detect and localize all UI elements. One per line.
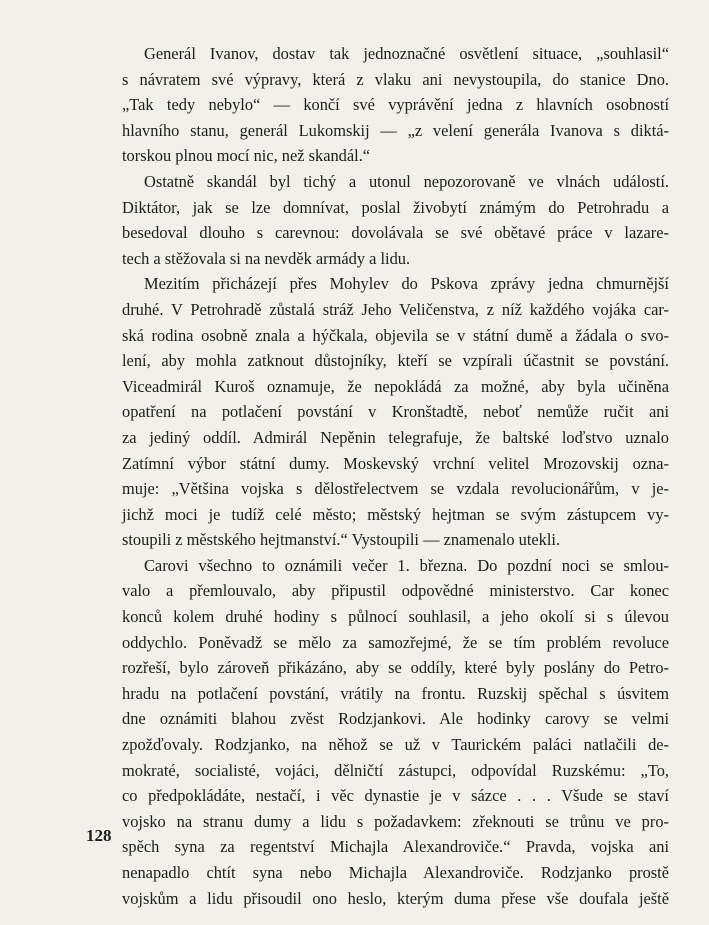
text-line: valo a přemlouvalo, aby připustil odpovědné ministerstvo. Car konec [122,581,669,601]
page-number: 128 [86,826,112,845]
text-line: s návratem své výpravy, která z vlaku ani nevystoupila, do stanice Dno. [122,69,669,89]
text-line: konců kolem druhé hodiny s půlnocí souhlasil, a jeho okolí si s úlevou [122,607,669,627]
text-line: zpožďovaly. Rodzjanko, na něhož se už v Taurickém paláci natlačili de- [122,735,669,755]
text-line: Viceadmirál Kuroš oznamuje, že nepokládá za možné, aby byla učiněna [122,376,669,396]
text-line: rozřeší, bylo zároveň přikázáno, aby se oddíly, které byly poslány do Petro- [122,658,669,678]
text-line: Zatímní výbor státní dumy. Moskevský vrchní velitel Mrozovskij ozna- [122,453,669,473]
text-line: „Tak tedy nebylo“ — končí své vyprávění jedna z hlavních osobností [122,95,669,115]
paragraph-2 [122,169,669,271]
text-line: jichž moci je tudíž celé město; městský hejtman se svým zástupcem vy- [122,504,669,524]
text-line: Ostatně skandál byl tichý a utonul nepozorovaně ve vlnách událostí. [144,171,669,191]
text-line: Diktátor, jak se lze domnívat, poslal živobytí známým do Petrohradu a [122,197,669,217]
text-line: opatření na potlačení povstání v Kronštadtě, neboť nemůže ručit ani [122,402,669,422]
text-line: hlavního stanu, generál Lukomskij — „z velení generála Ivanova s diktá- [122,120,669,140]
paragraph-3 [122,271,669,553]
text-line: oddychlo. Poněvadž se mělo za samozřejmé, že se tím problém revoluce [122,632,669,652]
text-line: spěch syna za regentství Michajla Alexandroviče.“ Pravda, vojska ani [122,837,669,857]
text-line: torskou plnou mocí nic, než skandál.“ [122,146,371,166]
text-line: stoupili z městského hejtmanství.“ Vystoupili — znamenalo utekli. [122,530,561,550]
text-line: co předpokládáte, nestačí, i věc dynastie je v sázce . . . Všude se staví [122,786,669,806]
paragraph-4 [122,553,669,911]
text-line: dne oznámiti blahou zvěst Rodzjankovi. Ale hodinky carovy se velmi [122,709,669,729]
paragraph-1 [122,41,669,169]
text-line: tech a stěžovala si na nevděk armády a lidu. [122,248,411,268]
text-line: lení, aby mohla zatknout důstojníky, kteří se vzpírali účastnit se povstání. [122,351,669,371]
text-line: za jediný oddíl. Admirál Nepěnin telegrafuje, že baltské loďstvo uznalo [122,427,669,447]
text-line: muje: „Většina vojska s dělostřelectvem se vzdala revolucionářům, v je- [122,479,669,499]
text-line: Mezitím přicházejí přes Mohylev do Pskova zprávy jedna chmurnější [144,274,669,294]
body-text [122,41,669,911]
text-line: ská rodina osobně znala a hýčkala, objevila se v státní dumě a žádala o svo- [122,325,669,345]
text-line: druhé. V Petrohradě zůstalá stráž Jeho Veličenstva, z níž každého vojáka car- [122,299,669,319]
text-line: nenapadlo chtít syna nebo Michajla Alexandroviče. Rodzjanko prostě [122,863,669,882]
text-line: besedoval dlouho s carevnou: dovolávala se své obětavé práce v lazare- [122,223,669,243]
text-line: hradu na potlačení povstání, vrátily na frontu. Ruzskij spěchal s úsvitem [122,683,669,703]
text-line: vojsko na stranu dumy a lidu s požadavkem: zřeknouti se trůnu ve pro- [122,811,669,831]
text-line: vojskům a lidu přisoudil ono heslo, kterým duma přese vše doufala ještě [122,888,669,908]
text-line: mokraté, socialisté, vojáci, dělničtí zástupci, odpovídal Ruzskému: „To, [122,760,669,780]
text-line: Generál Ivanov, dostav tak jednoznačné osvětlení situace, „souhlasil“ [144,44,669,63]
text-line: Carovi všechno to oznámili večer 1. března. Do pozdní noci se smlou- [144,555,669,575]
